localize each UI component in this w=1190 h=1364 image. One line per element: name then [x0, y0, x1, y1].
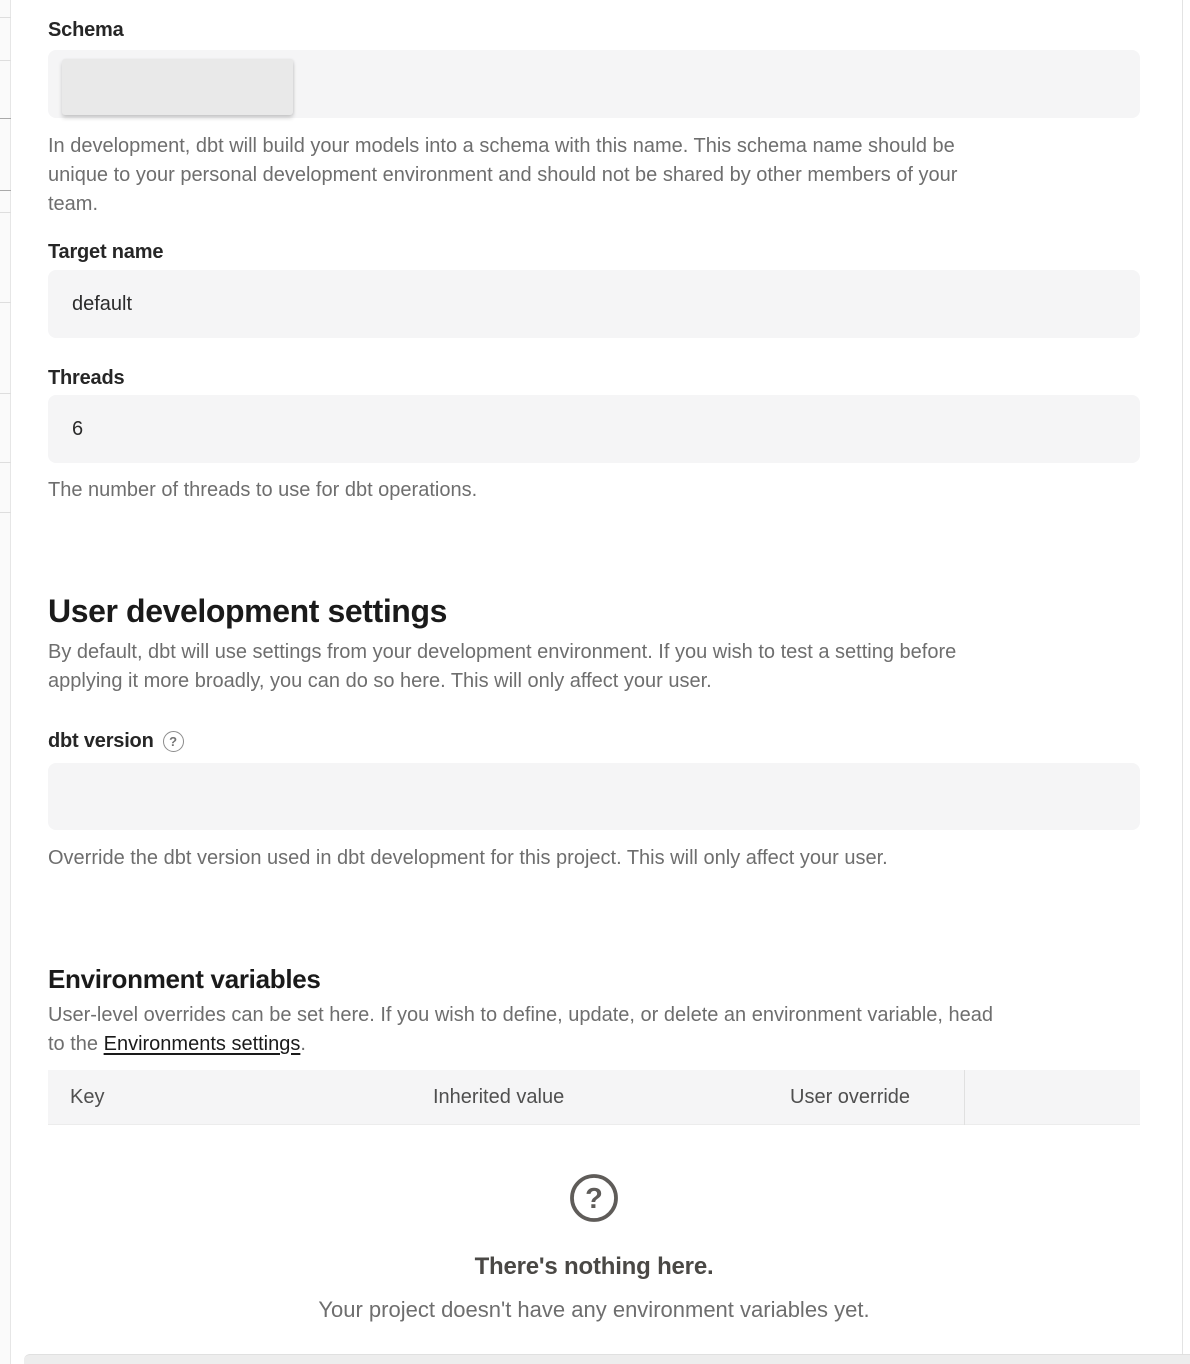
cropped-left-rail: [0, 0, 11, 1364]
question-mark-circle-icon: [568, 1172, 620, 1224]
column-header-actions: [964, 1070, 1140, 1125]
target-name-label: Target name: [48, 241, 164, 263]
schema-value-redaction: [62, 59, 293, 115]
empty-state-title: There's nothing here.: [474, 1253, 714, 1280]
schema-label: Schema: [48, 19, 124, 41]
empty-state: [48, 1172, 1140, 1323]
settings-main-content: [48, 0, 1140, 1323]
user-development-settings-description: By default, dbt will use settings from your development environment. If you wish to test a setting before applying it more broadly, you can do so here. This will only affect your user.: [48, 641, 957, 692]
environment-variables-table-header: [48, 1070, 1140, 1125]
column-header-inherited-value: Inherited value: [433, 1085, 565, 1108]
threads-input[interactable]: [48, 395, 1140, 463]
threads-help-text: The number of threads to use for dbt operations.: [48, 479, 478, 501]
environment-variables-description: User-level overrides can be set here. If you wish to define, update, or delete an environment variable, head to the Environments settings.: [48, 1004, 993, 1055]
question-circle-icon[interactable]: ?: [163, 731, 184, 752]
column-header-user-override: User override: [790, 1085, 911, 1108]
next-section-edge: [24, 1354, 1190, 1364]
scrollbar-track[interactable]: [1182, 0, 1183, 1364]
dbt-version-label: dbt version: [48, 730, 154, 752]
user-development-settings-heading: User development settings: [48, 593, 448, 629]
environments-settings-link[interactable]: Environments settings: [103, 1033, 301, 1055]
target-name-input[interactable]: [48, 270, 1140, 338]
svg-text:?: ?: [585, 1183, 603, 1215]
schema-help-text: In development, dbt will build your models into a schema with this name. This schema name should be unique to your personal development environment and should not be shared by other members of your team.: [48, 135, 958, 215]
dbt-version-input[interactable]: [48, 763, 1140, 830]
empty-state-subtitle: Your project doesn't have any environment variables yet.: [318, 1297, 870, 1322]
dbt-version-help-text: Override the dbt version used in dbt development for this project. This will only affect your user.: [48, 847, 888, 869]
threads-label: Threads: [48, 367, 125, 389]
column-header-key: Key: [70, 1085, 105, 1108]
environment-variables-heading: Environment variables: [48, 964, 321, 994]
schema-input[interactable]: [48, 50, 1140, 118]
